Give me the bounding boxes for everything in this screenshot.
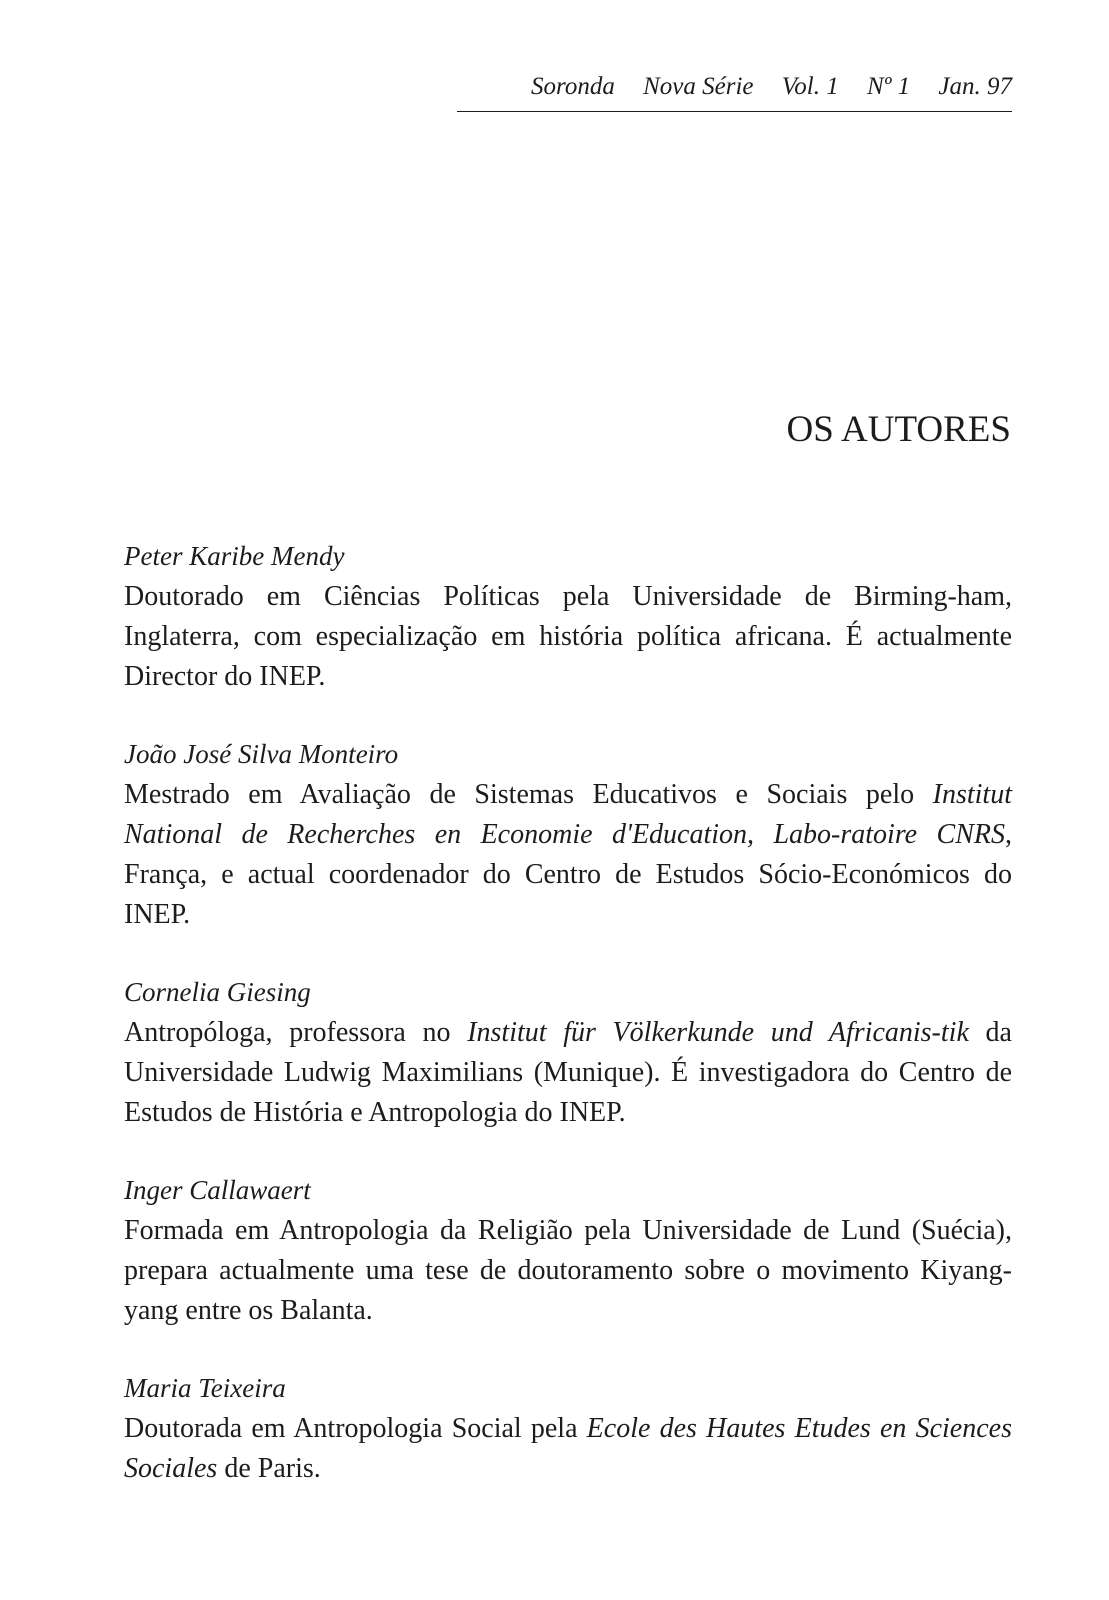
author-entry [124,1170,1012,1331]
italic-title-text: Institut National de Recherches en Economie d'Education, Labo-ratoire CNRS [124,779,1012,850]
author-bio [124,1409,1012,1489]
italic-title-text: Ecole des Hautes Etudes en Sciences Sociales [124,1413,1012,1484]
italic-title-text: Institut für Völkerkunde und Africanis-tik [467,1017,969,1048]
header-rule [457,111,1012,112]
author-name: Inger Callawaert [124,1175,311,1205]
author-list [124,536,1012,1526]
author-bio [124,1211,1012,1331]
bio-text: de Paris. [217,1453,321,1484]
issue-number: Nº 1 [866,73,911,100]
bio-text: Doutorado em Ciências Políticas pela Universidade de Birming-ham, Inglaterra, com especialização em história política africana. É actualmente Director do INEP. [124,581,1012,692]
series-label: Nova Série [643,73,754,100]
journal-name: Soronda [531,73,615,100]
author-name: Cornelia Giesing [124,977,311,1007]
volume-label: Vol. 1 [781,73,839,100]
issue-date: Jan. 97 [938,73,1012,100]
author-bio [124,577,1012,697]
bio-text: Formada em Antropologia da Religião pela Universidade de Lund (Suécia), prepara actualmente uma tese de doutoramento sobre o movimento Kiyang-yang entre os Balanta. [124,1215,1012,1326]
bio-text: , França, e actual coordenador do Centro de Estudos Sócio-Económicos do INEP. [124,819,1012,930]
bio-text: da Universidade Ludwig Maximilians (Munique). É investigadora do Centro de Estudos de História e Antropologia do INEP. [124,1017,1012,1128]
page-title: OS AUTORES [786,409,1011,450]
author-name: João José Silva Monteiro [124,739,399,769]
author-entry [124,1368,1012,1489]
bio-text: Doutorada em Antropologia Social pela [124,1413,587,1444]
running-header [452,72,1012,102]
author-bio [124,1013,1012,1133]
author-entry [124,536,1012,697]
author-entry [124,972,1012,1133]
author-entry [124,734,1012,935]
bio-text: Mestrado em Avaliação de Sistemas Educativos e Sociais pelo [124,779,933,810]
bio-text: Antropóloga, professora no [124,1017,468,1048]
author-name: Peter Karibe Mendy [124,541,345,571]
author-bio [124,775,1012,935]
author-name: Maria Teixeira [124,1373,286,1403]
